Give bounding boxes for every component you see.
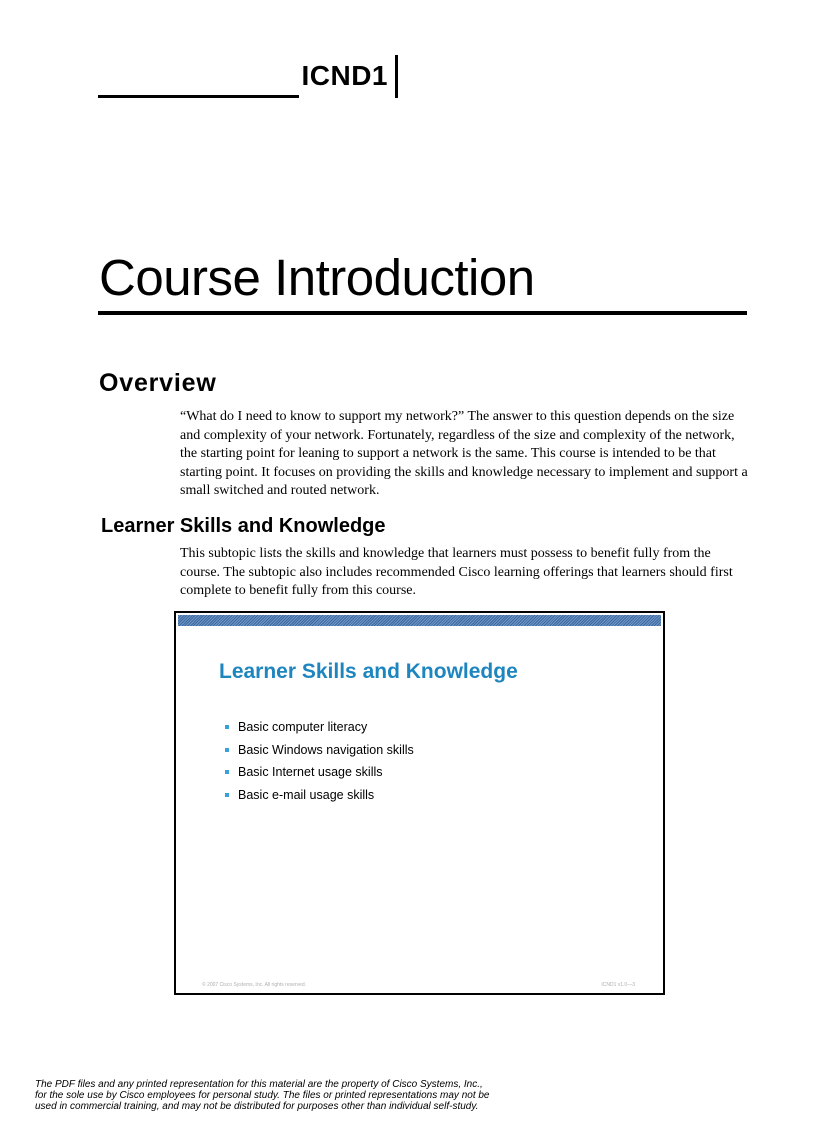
square-bullet-icon	[225, 793, 229, 797]
slide-copyright: © 2007 Cisco Systems, Inc. All rights reserved.	[202, 982, 307, 988]
overview-paragraph: “What do I need to know to support my network?” The answer to this question depends on the size and complexity of your network. Fortunately, regardless of the size and complexity of the network, the starting point for leaning to support a network is the same. This course is intended to be that starting point. It focuses on providing the skills and knowledge necessary to implement and support a small switched and routed network.	[180, 409, 748, 499]
square-bullet-icon	[225, 748, 229, 752]
slide-header-band	[178, 615, 661, 626]
page-footer-notice	[35, 1079, 595, 1112]
slide-bullet-item	[224, 716, 414, 739]
slide-figure	[174, 611, 665, 995]
course-header	[98, 55, 388, 98]
footer-line: for the sole use by Cisco employees for personal study. The files or printed representations may not be	[35, 1090, 490, 1101]
footer-line: used in commercial training, and may not be distributed for purposes other than individual self-study.	[35, 1101, 479, 1112]
slide-bullet-text: Basic Windows navigation skills	[238, 742, 414, 757]
slide-bullet-item	[224, 761, 414, 784]
chapter-title-rule	[98, 311, 747, 315]
chapter-title: Course Introduction	[99, 249, 535, 306]
learner-skills-heading: Learner Skills and Knowledge	[101, 515, 386, 537]
header-underline	[98, 95, 299, 98]
overview-heading: Overview	[99, 369, 217, 397]
square-bullet-icon	[225, 725, 229, 729]
slide-title: Learner Skills and Knowledge	[219, 660, 518, 683]
slide-bullet-text: Basic Internet usage skills	[238, 765, 383, 779]
learner-skills-paragraph: This subtopic lists the skills and knowledge that learners must possess to benefit fully from the course. The subtopic also includes recommended Cisco learning offerings that learners should first complete to benefit fully from this course.	[180, 546, 733, 599]
slide-bullet-item	[224, 739, 414, 762]
slide-page-code: ICND1 v1.0—3	[601, 982, 635, 988]
slide-bullet-list	[224, 716, 414, 806]
header-vertical-bar	[395, 55, 398, 98]
slide-bullet-item	[224, 784, 414, 807]
course-code: ICND1	[301, 60, 388, 91]
footer-line: The PDF files and any printed representation for this material are the property of Cisco Systems, Inc.,	[35, 1079, 483, 1090]
slide-bullet-text: Basic e-mail usage skills	[238, 787, 375, 802]
square-bullet-icon	[225, 770, 229, 774]
slide-bullet-text: Basic computer literacy	[238, 720, 368, 734]
